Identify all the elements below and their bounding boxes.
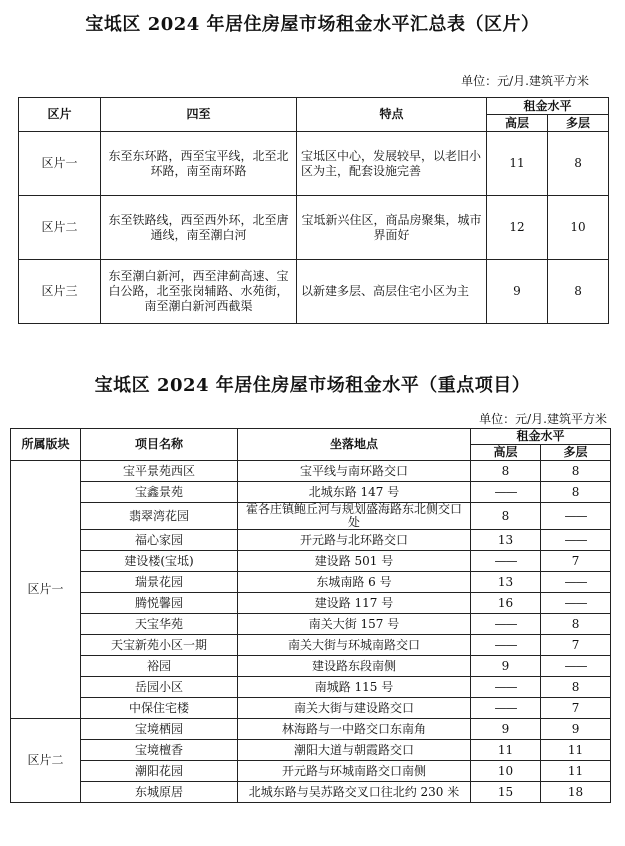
multi-cell: —— (541, 593, 611, 614)
high-cell: —— (471, 482, 541, 503)
table-row (11, 593, 611, 614)
projects-table (10, 428, 611, 803)
name-cell: 裕园 (81, 656, 238, 677)
high-cell: —— (471, 551, 541, 572)
header-name: 项目名称 (81, 429, 238, 461)
header-rent: 租金水平 (487, 98, 609, 115)
summary-title: 宝坻区 2024 年居住房屋市场租金水平汇总表（区片） (85, 14, 540, 35)
high-cell: 11 (487, 132, 548, 196)
table-row (11, 635, 611, 656)
summary-unit: 单位：元/月.建筑平方米 (461, 74, 589, 88)
table-row (11, 698, 611, 719)
high-cell: —— (471, 698, 541, 719)
header-zone: 所属版块 (11, 429, 81, 461)
bounds-cell: 东至铁路线，西至西外环，北至唐通线，南至潮白河 (101, 196, 297, 260)
table-row (11, 677, 611, 698)
zone-cell: 区片一 (19, 132, 101, 196)
multi-cell: —— (541, 656, 611, 677)
location-cell: 宝平线与南环路交口 (238, 461, 471, 482)
high-cell: —— (471, 677, 541, 698)
table-row (11, 614, 611, 635)
high-cell: 11 (471, 740, 541, 761)
header-features: 特点 (297, 98, 487, 132)
name-cell: 福心家园 (81, 530, 238, 551)
table-row (19, 196, 609, 260)
name-cell: 宝境栖园 (81, 719, 238, 740)
high-cell: 10 (471, 761, 541, 782)
multi-cell: 7 (541, 635, 611, 656)
location-cell: 潮阳大道与朝霞路交口 (238, 740, 471, 761)
location-cell: 北城东路 147 号 (238, 482, 471, 503)
zone-cell: 区片二 (19, 196, 101, 260)
name-cell: 宝境檀香 (81, 740, 238, 761)
multi-cell: 7 (541, 551, 611, 572)
zone-cell: 区片二 (11, 719, 81, 803)
location-cell: 东城南路 6 号 (238, 572, 471, 593)
table-row (11, 461, 611, 482)
features-cell: 宝坻新兴住区，商品房聚集，城市界面好 (297, 196, 487, 260)
name-cell: 翡翠湾花园 (81, 503, 238, 530)
zone-cell: 区片三 (19, 260, 101, 324)
high-cell: 9 (471, 656, 541, 677)
high-cell: 9 (471, 719, 541, 740)
bounds-cell: 东至东环路，西至宝平线，北至北环路，南至南环路 (101, 132, 297, 196)
multi-cell: 8 (541, 614, 611, 635)
multi-cell: 11 (541, 761, 611, 782)
location-cell: 北城东路与吴苏路交叉口往北约 230 米 (238, 782, 471, 803)
header-high: 高层 (471, 445, 541, 461)
multi-cell: 8 (548, 132, 609, 196)
table-row (11, 740, 611, 761)
name-cell: 天宝新苑小区一期 (81, 635, 238, 656)
name-cell: 宝鑫景苑 (81, 482, 238, 503)
location-cell: 开元路与环城南路交口南侧 (238, 761, 471, 782)
high-cell: —— (471, 635, 541, 656)
multi-cell: —— (541, 572, 611, 593)
location-cell: 开元路与北环路交口 (238, 530, 471, 551)
name-cell: 宝平景苑西区 (81, 461, 238, 482)
name-cell: 腾悦馨园 (81, 593, 238, 614)
location-cell: 南关大街与建设路交口 (238, 698, 471, 719)
table-row (11, 761, 611, 782)
table-row (11, 482, 611, 503)
projects-body (11, 461, 611, 803)
header-high: 高层 (487, 115, 548, 132)
table-row (11, 719, 611, 740)
projects-unit: 单位：元/月.建筑平方米 (479, 412, 607, 426)
multi-cell: 8 (541, 677, 611, 698)
multi-cell: 8 (541, 482, 611, 503)
projects-title: 宝坻区 2024 年居住房屋市场租金水平（重点项目） (94, 375, 531, 396)
location-cell: 建设路 117 号 (238, 593, 471, 614)
table-row (19, 132, 609, 196)
name-cell: 潮阳花园 (81, 761, 238, 782)
location-cell: 南城路 115 号 (238, 677, 471, 698)
high-cell: —— (471, 614, 541, 635)
high-cell: 8 (471, 461, 541, 482)
table-row (11, 572, 611, 593)
features-cell: 以新建多层、高层住宅小区为主 (297, 260, 487, 324)
location-cell: 南关大街 157 号 (238, 614, 471, 635)
multi-cell: 11 (541, 740, 611, 761)
table-row (19, 260, 609, 324)
name-cell: 瑞景花园 (81, 572, 238, 593)
multi-cell: 9 (541, 719, 611, 740)
high-cell: 12 (487, 196, 548, 260)
name-cell: 岳园小区 (81, 677, 238, 698)
high-cell: 15 (471, 782, 541, 803)
location-cell: 建设路 501 号 (238, 551, 471, 572)
name-cell: 建设楼(宝坻) (81, 551, 238, 572)
multi-cell: —— (541, 530, 611, 551)
location-cell: 霍各庄镇鲍丘河与规划盛海路东北侧交口处 (238, 503, 471, 530)
multi-cell: 10 (548, 196, 609, 260)
multi-cell: —— (541, 503, 611, 530)
table-row (11, 551, 611, 572)
header-rent: 租金水平 (471, 429, 611, 445)
table-row (11, 656, 611, 677)
table-row (11, 782, 611, 803)
location-cell: 林海路与一中路交口东南角 (238, 719, 471, 740)
bounds-cell: 东至潮白新河，西至津蓟高速、宝白公路，北至张岗辅路、水苑街，南至潮白新河西截渠 (101, 260, 297, 324)
name-cell: 天宝华苑 (81, 614, 238, 635)
features-cell: 宝坻区中心，发展较早，以老旧小区为主，配套设施完善 (297, 132, 487, 196)
multi-cell: 8 (548, 260, 609, 324)
header-location: 坐落地点 (238, 429, 471, 461)
multi-cell: 7 (541, 698, 611, 719)
zone-cell: 区片一 (11, 461, 81, 719)
high-cell: 9 (487, 260, 548, 324)
name-cell: 中保住宅楼 (81, 698, 238, 719)
high-cell: 16 (471, 593, 541, 614)
multi-cell: 8 (541, 461, 611, 482)
high-cell: 13 (471, 572, 541, 593)
header-zone: 区片 (19, 98, 101, 132)
high-cell: 13 (471, 530, 541, 551)
location-cell: 南关大街与环城南路交口 (238, 635, 471, 656)
name-cell: 东城原居 (81, 782, 238, 803)
header-multi: 多层 (541, 445, 611, 461)
table-row (11, 530, 611, 551)
high-cell: 8 (471, 503, 541, 530)
header-bounds: 四至 (101, 98, 297, 132)
header-multi: 多层 (548, 115, 609, 132)
location-cell: 建设路东段南侧 (238, 656, 471, 677)
multi-cell: 18 (541, 782, 611, 803)
summary-table (18, 97, 609, 324)
table-row (11, 503, 611, 530)
